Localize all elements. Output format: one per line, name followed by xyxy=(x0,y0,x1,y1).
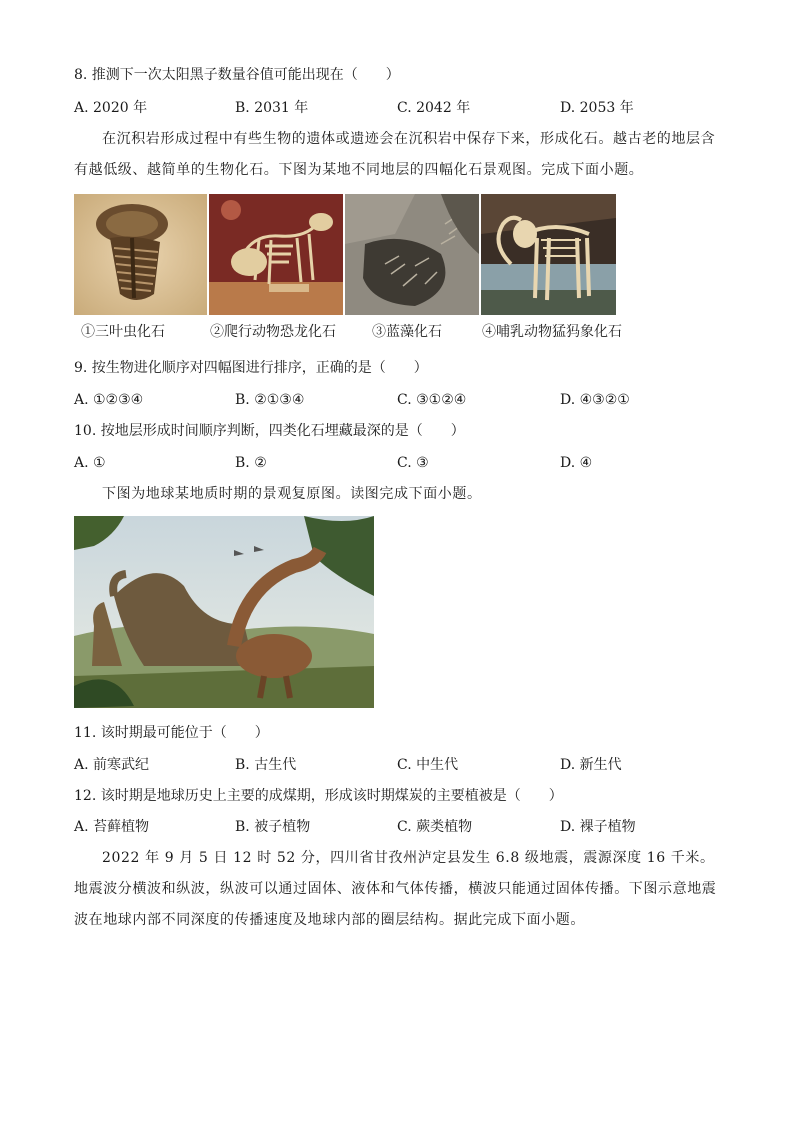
q10-options xyxy=(74,453,724,473)
earthquake-intro: 2022 年 9 月 5 日 12 时 52 分，四川省甘孜州泸定县发生 6.8 级地震，震源深度 16 千米。地震波分横波和纵波，纵波可以通过固体、液体和气体传播，横波只能通过固体传播。下图示意地震波在地球内部不同深度的传播速度及地球内部的圈层结构。据此完成下面小题。 xyxy=(74,850,717,928)
q8-stem: 8. 推测下一次太阳黑子数量谷值可能出现在（ ） xyxy=(74,67,400,83)
landscape-intro: 下图为地球某地质时期的景观复原图。读图完成下面小题。 xyxy=(102,486,482,502)
q12-options xyxy=(74,817,724,837)
q12-stem: 12. 该时期是地球历史上主要的成煤期，形成该时期煤炭的主要植被是（ ） xyxy=(74,788,563,804)
q8-option-b: B. 2031 年 xyxy=(235,100,309,116)
mesozoic-landscape-image xyxy=(74,516,374,708)
q9-option-c: C. ③①②④ xyxy=(397,392,467,408)
q9-option-a: A. ①②③④ xyxy=(74,392,144,408)
fossil-intro: 在沉积岩形成过程中有些生物的遗体或遗迹会在沉积岩中保存下来，形成化石。越古老的地层含有越低级、越简单的生物化石。下图为某地不同地层的四幅化石景观图。完成下面小题。 xyxy=(74,131,716,178)
q10-option-d: D. ④ xyxy=(560,455,593,471)
q11-option-d: D. 新生代 xyxy=(560,757,622,773)
q8-options xyxy=(74,98,724,118)
q9-options xyxy=(74,390,724,410)
dinosaur-fossil-image xyxy=(209,194,343,315)
q9-option-d: D. ④③②① xyxy=(560,392,630,408)
q10-option-b: B. ② xyxy=(235,455,267,471)
q10-option-c: C. ③ xyxy=(397,455,429,471)
q8-option-c: C. 2042 年 xyxy=(397,100,471,116)
q9-stem: 9. 按生物进化顺序对四幅图进行排序，正确的是（ ） xyxy=(74,360,428,376)
trilobite-fossil-image xyxy=(74,194,207,315)
mammoth-fossil-image xyxy=(481,194,616,315)
caption-dinosaur: ②爬行动物恐龙化石 xyxy=(210,324,336,340)
q11-options xyxy=(74,755,724,775)
q10-option-a: A. ① xyxy=(74,455,106,471)
q9-option-b: B. ②①③④ xyxy=(235,392,305,408)
caption-mammoth: ④哺乳动物猛犸象化石 xyxy=(482,324,622,340)
q11-option-a: A. 前寒武纪 xyxy=(74,757,150,773)
q8-option-d: D. 2053 年 xyxy=(560,100,634,116)
q12-option-a: A. 苔藓植物 xyxy=(74,819,150,835)
q11-option-b: B. 古生代 xyxy=(235,757,297,773)
caption-trilobite: ①三叶虫化石 xyxy=(81,324,165,340)
q11-option-c: C. 中生代 xyxy=(397,757,459,773)
q12-option-d: D. 裸子植物 xyxy=(560,819,636,835)
cyanobacteria-fossil-image xyxy=(345,194,479,315)
caption-cyanobacteria: ③蓝藻化石 xyxy=(372,324,442,340)
q10-stem: 10. 按地层形成时间顺序判断，四类化石埋藏最深的是（ ） xyxy=(74,423,465,439)
q11-stem: 11. 该时期最可能位于（ ） xyxy=(74,725,269,741)
q12-option-c: C. 蕨类植物 xyxy=(397,819,473,835)
q12-option-b: B. 被子植物 xyxy=(235,819,311,835)
q8-option-a: A. 2020 年 xyxy=(74,100,148,116)
